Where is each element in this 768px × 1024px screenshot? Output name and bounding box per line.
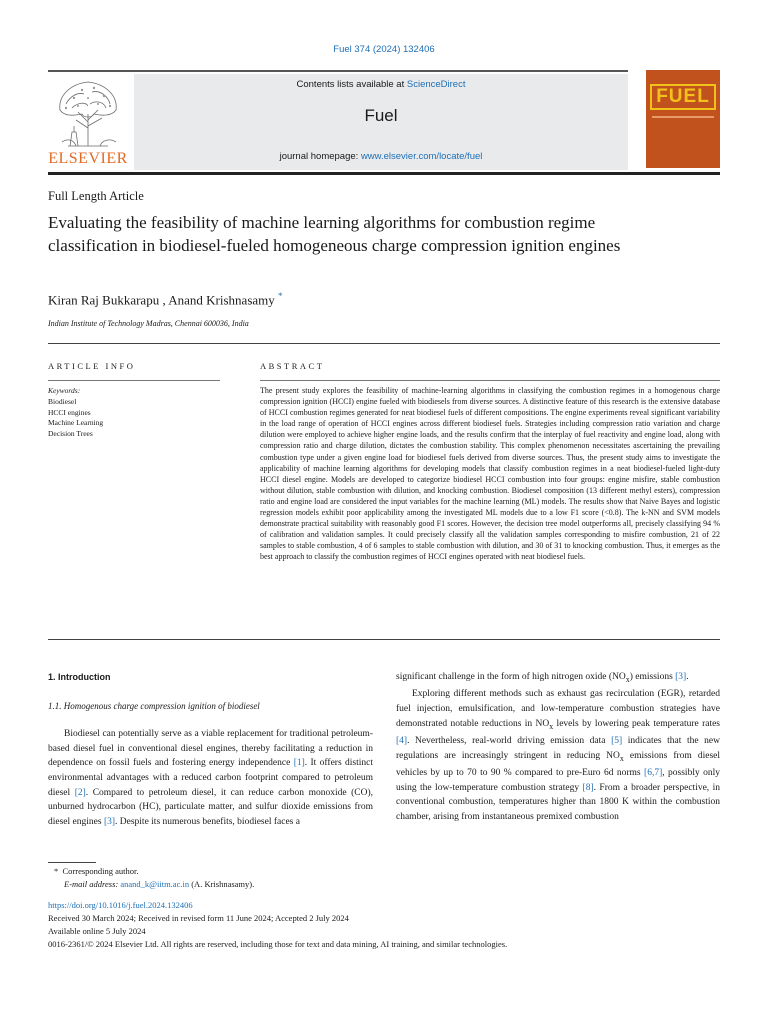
sciencedirect-link[interactable]: ScienceDirect: [406, 79, 466, 90]
keyword-item: HCCI engines: [48, 407, 91, 417]
article-info-heading: ARTICLE INFO: [48, 361, 136, 371]
copyright-notice: 0016-2361/© 2024 Elsevier Ltd. All rights are reserved, including those for text and data mining, AI training, and similar technologies.: [48, 939, 508, 949]
body-text: . From a broader perspective, in conventional combustion, temperatures higher than 1800 K within the combustion chamber, arising from instantaneous premixed combustion: [396, 782, 720, 823]
email-link[interactable]: anand_k@iitm.ac.in: [120, 879, 190, 889]
footnote-rule: [48, 862, 96, 863]
body-column-left: [48, 670, 373, 829]
section-divider: [48, 639, 720, 640]
header-bottom-rule: [48, 172, 720, 175]
keyword-item: Decision Trees: [48, 428, 93, 438]
keyword-item: Biodiesel: [48, 397, 77, 406]
article-info-rule: [48, 380, 220, 381]
author-affiliation: Indian Institute of Technology Madras, Chennai 600036, India: [48, 319, 249, 328]
author-list: [48, 291, 283, 308]
body-text: ) emissions: [629, 672, 676, 682]
email-owner: (A. Krishnasamy).: [189, 879, 255, 889]
body-text: levels by lowering peak temperature rates: [553, 718, 720, 729]
reference-link[interactable]: [3]: [103, 816, 116, 827]
author-name[interactable]: Kiran Raj Bukkarapu: [48, 292, 160, 308]
elsevier-logo: [48, 76, 128, 168]
body-text: Biodiesel can potentially serve as a viable replacement for traditional petroleum-based diesel fuel in conventional diesel engines, thereby facilitating a reduction in dependence on fossil fuels and fostering energy independence: [48, 729, 373, 769]
journal-cover-thumbnail: [646, 70, 720, 168]
abstract-text: The present study explores the feasibility of machine-learning algorithms in classifying the combustion regimes in a homogenous charge compression ignition (HCCI) engine fueled with biodiesels from diverse sources. A distinctive feature of this research is the extensive database of HCCI combustion regimes generated for neat biodiesel fuels of different compositions. The engine experiments reveal significant variability in the load range of operation of HCCI engines across different biodiesel fuels. Strategies including compression ratio variation and charge dilution were employed to achieve higher engine loads, and the results confirm that the interplay of fuel reactivity and engine load, along with compression ratio and charge dilution, dictates the combustion stability. This complex phenomenon necessitates ascertaining the prevailing combustion type under a given engine load for biodiesel fuels derived from diverse sources. Thus, the present study aims to investigate the applicability of machine learning algorithms for developing models that classify combustion regimes in a neat biodiesel-fueled light-duty HCCI diesel engine. Models are developed to categorize biodiesel HCCI combustion into four groups: engine misfire, stable combustion without dilution, stable combustion with dilution, and knocking combustion. Biodiesel composition (13 different methyl esters), compression ratio and engine load are considered the input variables for the machine learning (ML) models. The results show that Naive Bayes and logistic regression models exhibit poor applicability among the investigated ML models due to a low F1 score (<0.8). The k-NN and SVM models demonstrate practical suitability with reasonably good F1 scores. However, the decision tree model outperforms all, precisely classifying 94 % of calibration and validation samples. It could precisely classify all the validation samples corresponding to misfire combustion, 21 of 22 samples to stable combustion, 4 of 6 samples to stable combustion with dilution, and 30 of 31 to knocking combustion. Thus, it emerges as the best approach to classify the combustion regimes of HCCI engines operated with neat biodiesel fuels.: [260, 386, 720, 562]
corresponding-author-mark[interactable]: *: [278, 291, 283, 301]
section-divider: [48, 343, 720, 344]
reference-link[interactable]: [3]: [675, 672, 687, 682]
section-heading: 1. Introduction: [48, 672, 111, 682]
keywords-label: Keywords:: [48, 386, 81, 395]
reference-link[interactable]: [6,7]: [644, 768, 663, 779]
body-paragraph: [48, 727, 373, 829]
subscript: x: [619, 753, 624, 763]
contents-available-line: [134, 79, 628, 90]
body-column-right: [396, 670, 720, 825]
online-date: Available online 5 July 2024: [48, 926, 146, 936]
journal-name: Fuel: [364, 106, 398, 125]
journal-citation-link[interactable]: Fuel 374 (2024) 132406: [333, 44, 435, 55]
reference-link[interactable]: [8]: [582, 782, 594, 793]
reference-link[interactable]: [5]: [611, 736, 623, 747]
corresponding-author-footnote: [54, 866, 139, 876]
email-footnote: [64, 879, 254, 889]
elsevier-tree-icon: [48, 76, 128, 148]
body-text: Exploring different methods such as exhaust gas recirculation (EGR), retarded fuel injection, emulsification, and low-temperature combustion strategies have demonstrated notable reductions in NO: [396, 689, 720, 729]
subsection-heading: 1.1. Homogenous charge compression ignition of biodiesel: [48, 700, 260, 711]
elsevier-wordmark: ELSEVIER: [48, 150, 128, 167]
abstract-rule: [260, 380, 720, 381]
footnote-text: Corresponding author.: [62, 866, 139, 876]
body-text: . Compared to petroleum diesel, it can reduce carbon monoxide (CO), unburned hydrocarbon (HC), particulate matter, and sulfur dioxide emissions from diesel engines: [48, 787, 373, 827]
footnote-mark: *: [54, 866, 59, 876]
homepage-prefix: journal homepage:: [279, 151, 361, 162]
body-text: , possibly only using the low-temperature combustion strategy: [396, 768, 721, 793]
email-label: E-mail address:: [64, 879, 121, 889]
body-text: . Despite its numerous benefits, biodiesel faces a: [115, 816, 300, 827]
reference-link[interactable]: [4]: [396, 736, 408, 747]
journal-homepage-link[interactable]: www.elsevier.com/locate/fuel: [360, 151, 483, 162]
contents-prefix: Contents lists available at: [296, 79, 407, 90]
header-top-rule: [48, 70, 628, 72]
article-type: Full Length Article: [48, 189, 144, 203]
body-text: . Nevertheless, real-world driving emission data: [407, 736, 612, 747]
subscript: x: [625, 674, 630, 684]
subscript: x: [549, 721, 554, 731]
doi-link[interactable]: https://doi.org/10.1016/j.fuel.2024.132406: [48, 900, 193, 910]
body-text: .: [686, 672, 689, 682]
body-text: significant challenge in the form of high nitrogen oxide (NO: [396, 672, 626, 682]
author-name[interactable]: Anand Krishnasamy: [168, 292, 275, 308]
received-dates: Received 30 March 2024; Received in revised form 11 June 2024; Accepted 2 July 2024: [48, 913, 349, 923]
author-separator: ,: [159, 292, 169, 308]
article-title: Evaluating the feasibility of machine learning algorithms for combustion regime classification in biodiesel-fueled homogeneous charge compression ignition engines: [48, 213, 621, 255]
cover-title: FUEL: [650, 84, 716, 110]
reference-link[interactable]: [1]: [293, 758, 305, 769]
body-paragraph: [396, 687, 720, 824]
body-text: . It offers distinct environmental advantages with a reduced carbon footprint compared to petroleum diesel: [48, 758, 373, 798]
body-paragraph: [396, 670, 720, 687]
keyword-list: [48, 397, 103, 439]
journal-homepage-line: [134, 151, 628, 162]
body-text: emissions from diesel vehicles by up to 70 to 90 % compared to pre-Euro 6d norms: [396, 750, 720, 779]
reference-link[interactable]: [2]: [74, 787, 86, 798]
abstract-heading: ABSTRACT: [260, 361, 325, 371]
cover-subtitle-bar: [652, 116, 714, 118]
keyword-item: Machine Learning: [48, 418, 104, 427]
body-text: indicates that the new regulations are increasingly stringent in reducing NO: [396, 736, 721, 761]
